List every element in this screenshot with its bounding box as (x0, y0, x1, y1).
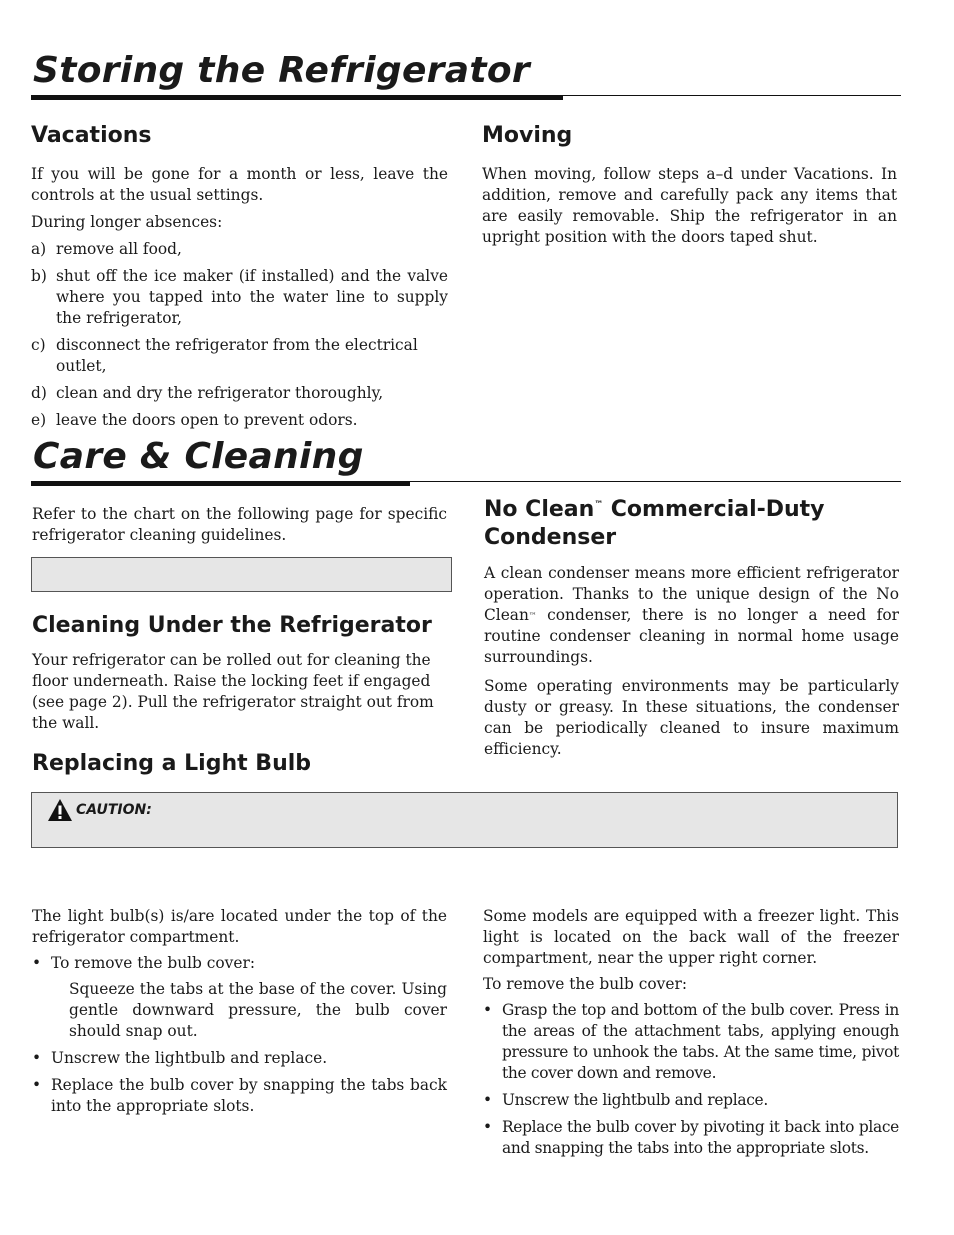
cleaning-under-text: Your refrigerator can be rolled out for cleaning the floor underneath. Raise the locking feet if engaged (see page 2). Pull the refrigerator straight out from the wall. (32, 650, 434, 732)
condenser-p2: Some operating environments may be particularly dusty or greasy. In these situations, the condenser can be periodically cleaned to insure maximum efficiency. (484, 677, 899, 758)
list-item: • To remove the bulb cover: Squeeze the tabs at the base of the cover. Using gentle downward pressure, the bulb cover should snap out. (32, 954, 447, 1040)
note-box (31, 557, 452, 592)
light-right-intro: Some models are equipped with a freezer light. This light is located on the back wall of the freezer compartment, near the upper right corner. (483, 907, 899, 967)
care-intro: Refer to the chart on the following page for specific refrigerator cleaning guidelines. (32, 505, 447, 544)
light-bulb-left (32, 906, 447, 1123)
vacations-heading: Vacations (31, 123, 152, 148)
title-underline-thin (31, 95, 901, 96)
title-underline-thin (31, 481, 901, 482)
list-item: c) disconnect the refrigerator from the electrical outlet, (31, 335, 418, 375)
vacations-intro: If you will be gone for a month or less, leave the controls at the usual settings. (31, 164, 448, 204)
list-item: • Replace the bulb cover by snapping the tabs back into the appropriate slots. (32, 1076, 447, 1115)
list-item: e) leave the doors open to prevent odors. (31, 410, 358, 429)
caution-box (31, 792, 898, 848)
moving-section (482, 122, 897, 248)
caution-label: CAUTION: (76, 802, 152, 818)
condenser-heading: No Clean™ Commercial-Duty Condenser (484, 497, 825, 550)
storing-title: Storing the Refrigerator (33, 50, 530, 91)
light-left-intro: The light bulb(s) is/are located under the top of the refrigerator compartment. (32, 907, 447, 946)
light-left-list (32, 953, 447, 1117)
light-right-list (483, 1000, 899, 1159)
light-bulb-heading: Replacing a Light Bulb (32, 751, 312, 776)
list-item: • Grasp the top and bottom of the bulb cover. Press in the areas of the attachment tabs, applying enough pressure to unhook the tabs. At the same time, pivot the cover down and remove. (483, 1001, 899, 1082)
warning-icon (47, 798, 73, 826)
list-item: d) clean and dry the refrigerator thoroughly, (31, 383, 384, 402)
cleaning-under-section (32, 612, 448, 734)
condenser-p1: A clean condenser means more efficient refrigerator operation. Thanks to the unique design of the No Clean™ condenser, there is no longer a need for routine condenser cleaning in normal home usage surroundings. (484, 564, 899, 666)
list-item: • Unscrew the lightbulb and replace. (32, 1049, 328, 1067)
light-left-sub: Squeeze the tabs at the base of the cover. Using gentle downward pressure, the bulb cover should snap out. (69, 980, 447, 1040)
light-right-to-remove: To remove the bulb cover: (483, 975, 688, 993)
list-item: • Unscrew the lightbulb and replace. (483, 1091, 768, 1109)
light-bulb-right (483, 906, 899, 1165)
vacations-section (31, 122, 448, 437)
care-title: Care & Cleaning (33, 436, 364, 477)
vacations-steps (31, 239, 448, 431)
condenser-section (484, 496, 899, 760)
moving-text: When moving, follow steps a–d under Vacations. In addition, remove and carefully pack any items that are easily removable. Ship the refrigerator in an upright position with the doors taped shut. (482, 164, 897, 246)
cleaning-under-heading: Cleaning Under the Refrigerator (32, 613, 432, 638)
vacations-longer: During longer absences: (31, 212, 223, 231)
list-item: a) remove all food, (31, 239, 182, 258)
trademark-symbol: ™ (594, 499, 604, 510)
moving-heading: Moving (482, 123, 573, 148)
list-item: • Replace the bulb cover by pivoting it back into place and snapping the tabs into the appropriate slots. (483, 1118, 899, 1157)
list-item: b) shut off the ice maker (if installed) and the valve where you tapped into the water line to supply the refrigerator, (31, 266, 448, 327)
